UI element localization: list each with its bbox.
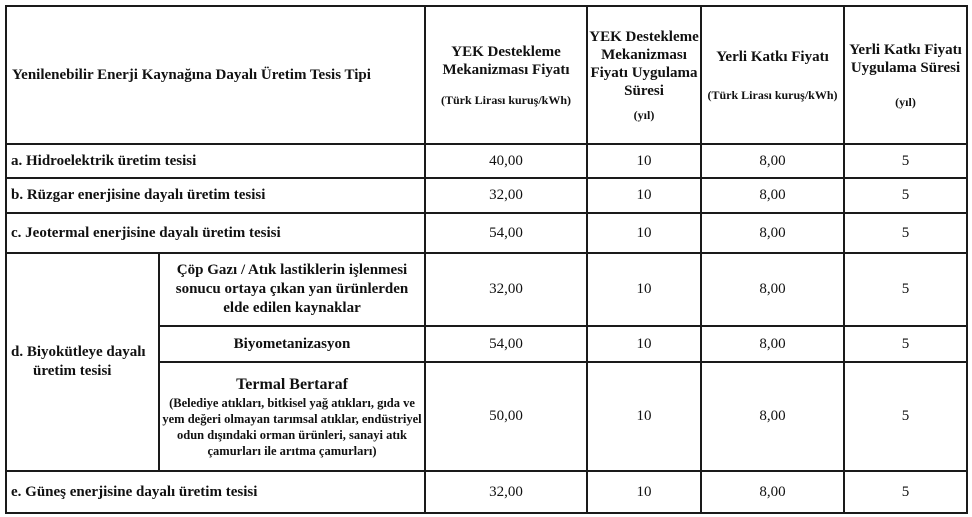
table-row xyxy=(6,178,967,213)
biomass-subtype-note: (Belediye atıkları, bitkisel yağ atıkları, gıda ve yem değeri olmayan tarımsal atıklar, endüstriyel odun dışındaki orman ürünleri, sanayi atık çamurları ile arıtma çamurları) xyxy=(162,395,422,458)
local-price: 8,00 xyxy=(701,326,844,362)
local-price: 8,00 xyxy=(701,213,844,253)
facility-type: b. Rüzgar enerjisine dayalı üretim tesisi xyxy=(6,178,425,213)
local-price: 8,00 xyxy=(701,253,844,326)
local-price: 8,00 xyxy=(701,471,844,513)
facility-type: a. Hidroelektrik üretim tesisi xyxy=(6,144,425,178)
biomass-label-line1: d. Biyokütleye dayalı xyxy=(11,344,146,360)
yek-price: 32,00 xyxy=(425,178,587,213)
local-period: 5 xyxy=(844,178,967,213)
yek-price: 32,00 xyxy=(425,253,587,326)
table-row-biomass-landfill xyxy=(6,253,967,326)
header-local-price xyxy=(701,6,844,144)
header-local-price-title: Yerli Katkı Fiyatı xyxy=(716,49,829,65)
header-local-period xyxy=(844,6,967,144)
yek-period: 10 xyxy=(587,362,701,471)
table-row xyxy=(6,213,967,253)
yek-price: 50,00 xyxy=(425,362,587,471)
biomass-label-line2: üretim tesisi xyxy=(33,363,112,379)
facility-type-biomass xyxy=(6,253,159,471)
yek-price: 54,00 xyxy=(425,326,587,362)
header-yek-period xyxy=(587,6,701,144)
local-period: 5 xyxy=(844,253,967,326)
yek-period: 10 xyxy=(587,471,701,513)
local-period: 5 xyxy=(844,471,967,513)
local-period: 5 xyxy=(844,144,967,178)
header-row xyxy=(6,6,967,144)
header-local-price-unit: (Türk Lirası kuruş/kWh) xyxy=(707,88,838,102)
header-yek-price xyxy=(425,6,587,144)
header-yek-price-title: YEK Destekleme Mekanizması Fiyatı xyxy=(442,44,570,78)
table-row xyxy=(6,144,967,178)
yek-price: 40,00 xyxy=(425,144,587,178)
header-yek-period-unit: (yıl) xyxy=(633,108,655,122)
local-period: 5 xyxy=(844,326,967,362)
local-price: 8,00 xyxy=(701,178,844,213)
biomass-subtype: Biyometanizasyon xyxy=(159,326,425,362)
biomass-subtype xyxy=(159,362,425,471)
yek-price: 32,00 xyxy=(425,471,587,513)
facility-type: e. Güneş enerjisine dayalı üretim tesisi xyxy=(6,471,425,513)
yek-period: 10 xyxy=(587,144,701,178)
header-facility-type: Yenilenebilir Enerji Kaynağına Dayalı Üretim Tesis Tipi xyxy=(6,6,425,144)
header-yek-price-unit: (Türk Lirası kuruş/kWh) xyxy=(440,93,572,107)
local-period: 5 xyxy=(844,362,967,471)
yek-price: 54,00 xyxy=(425,213,587,253)
biomass-subtype-title: Termal Bertaraf xyxy=(236,375,348,393)
tariff-table xyxy=(5,5,968,514)
yek-period: 10 xyxy=(587,326,701,362)
biomass-subtype: Çöp Gazı / Atık lastiklerin işlenmesi sonucu ortaya çıkan yan ürünlerden elde edilen kaynaklar xyxy=(159,253,425,326)
yek-period: 10 xyxy=(587,253,701,326)
yek-period: 10 xyxy=(587,178,701,213)
table-row xyxy=(6,471,967,513)
local-price: 8,00 xyxy=(701,362,844,471)
local-price: 8,00 xyxy=(701,144,844,178)
header-local-period-unit: (yıl) xyxy=(895,95,916,109)
header-local-period-title: Yerli Katkı Fiyatı Uygulama Süresi xyxy=(849,42,962,76)
local-period: 5 xyxy=(844,213,967,253)
header-yek-period-title: YEK Destekleme Mekanizması Fiyatı Uygulama Süresi xyxy=(589,29,699,99)
facility-type: c. Jeotermal enerjisine dayalı üretim tesisi xyxy=(6,213,425,253)
yek-period: 10 xyxy=(587,213,701,253)
